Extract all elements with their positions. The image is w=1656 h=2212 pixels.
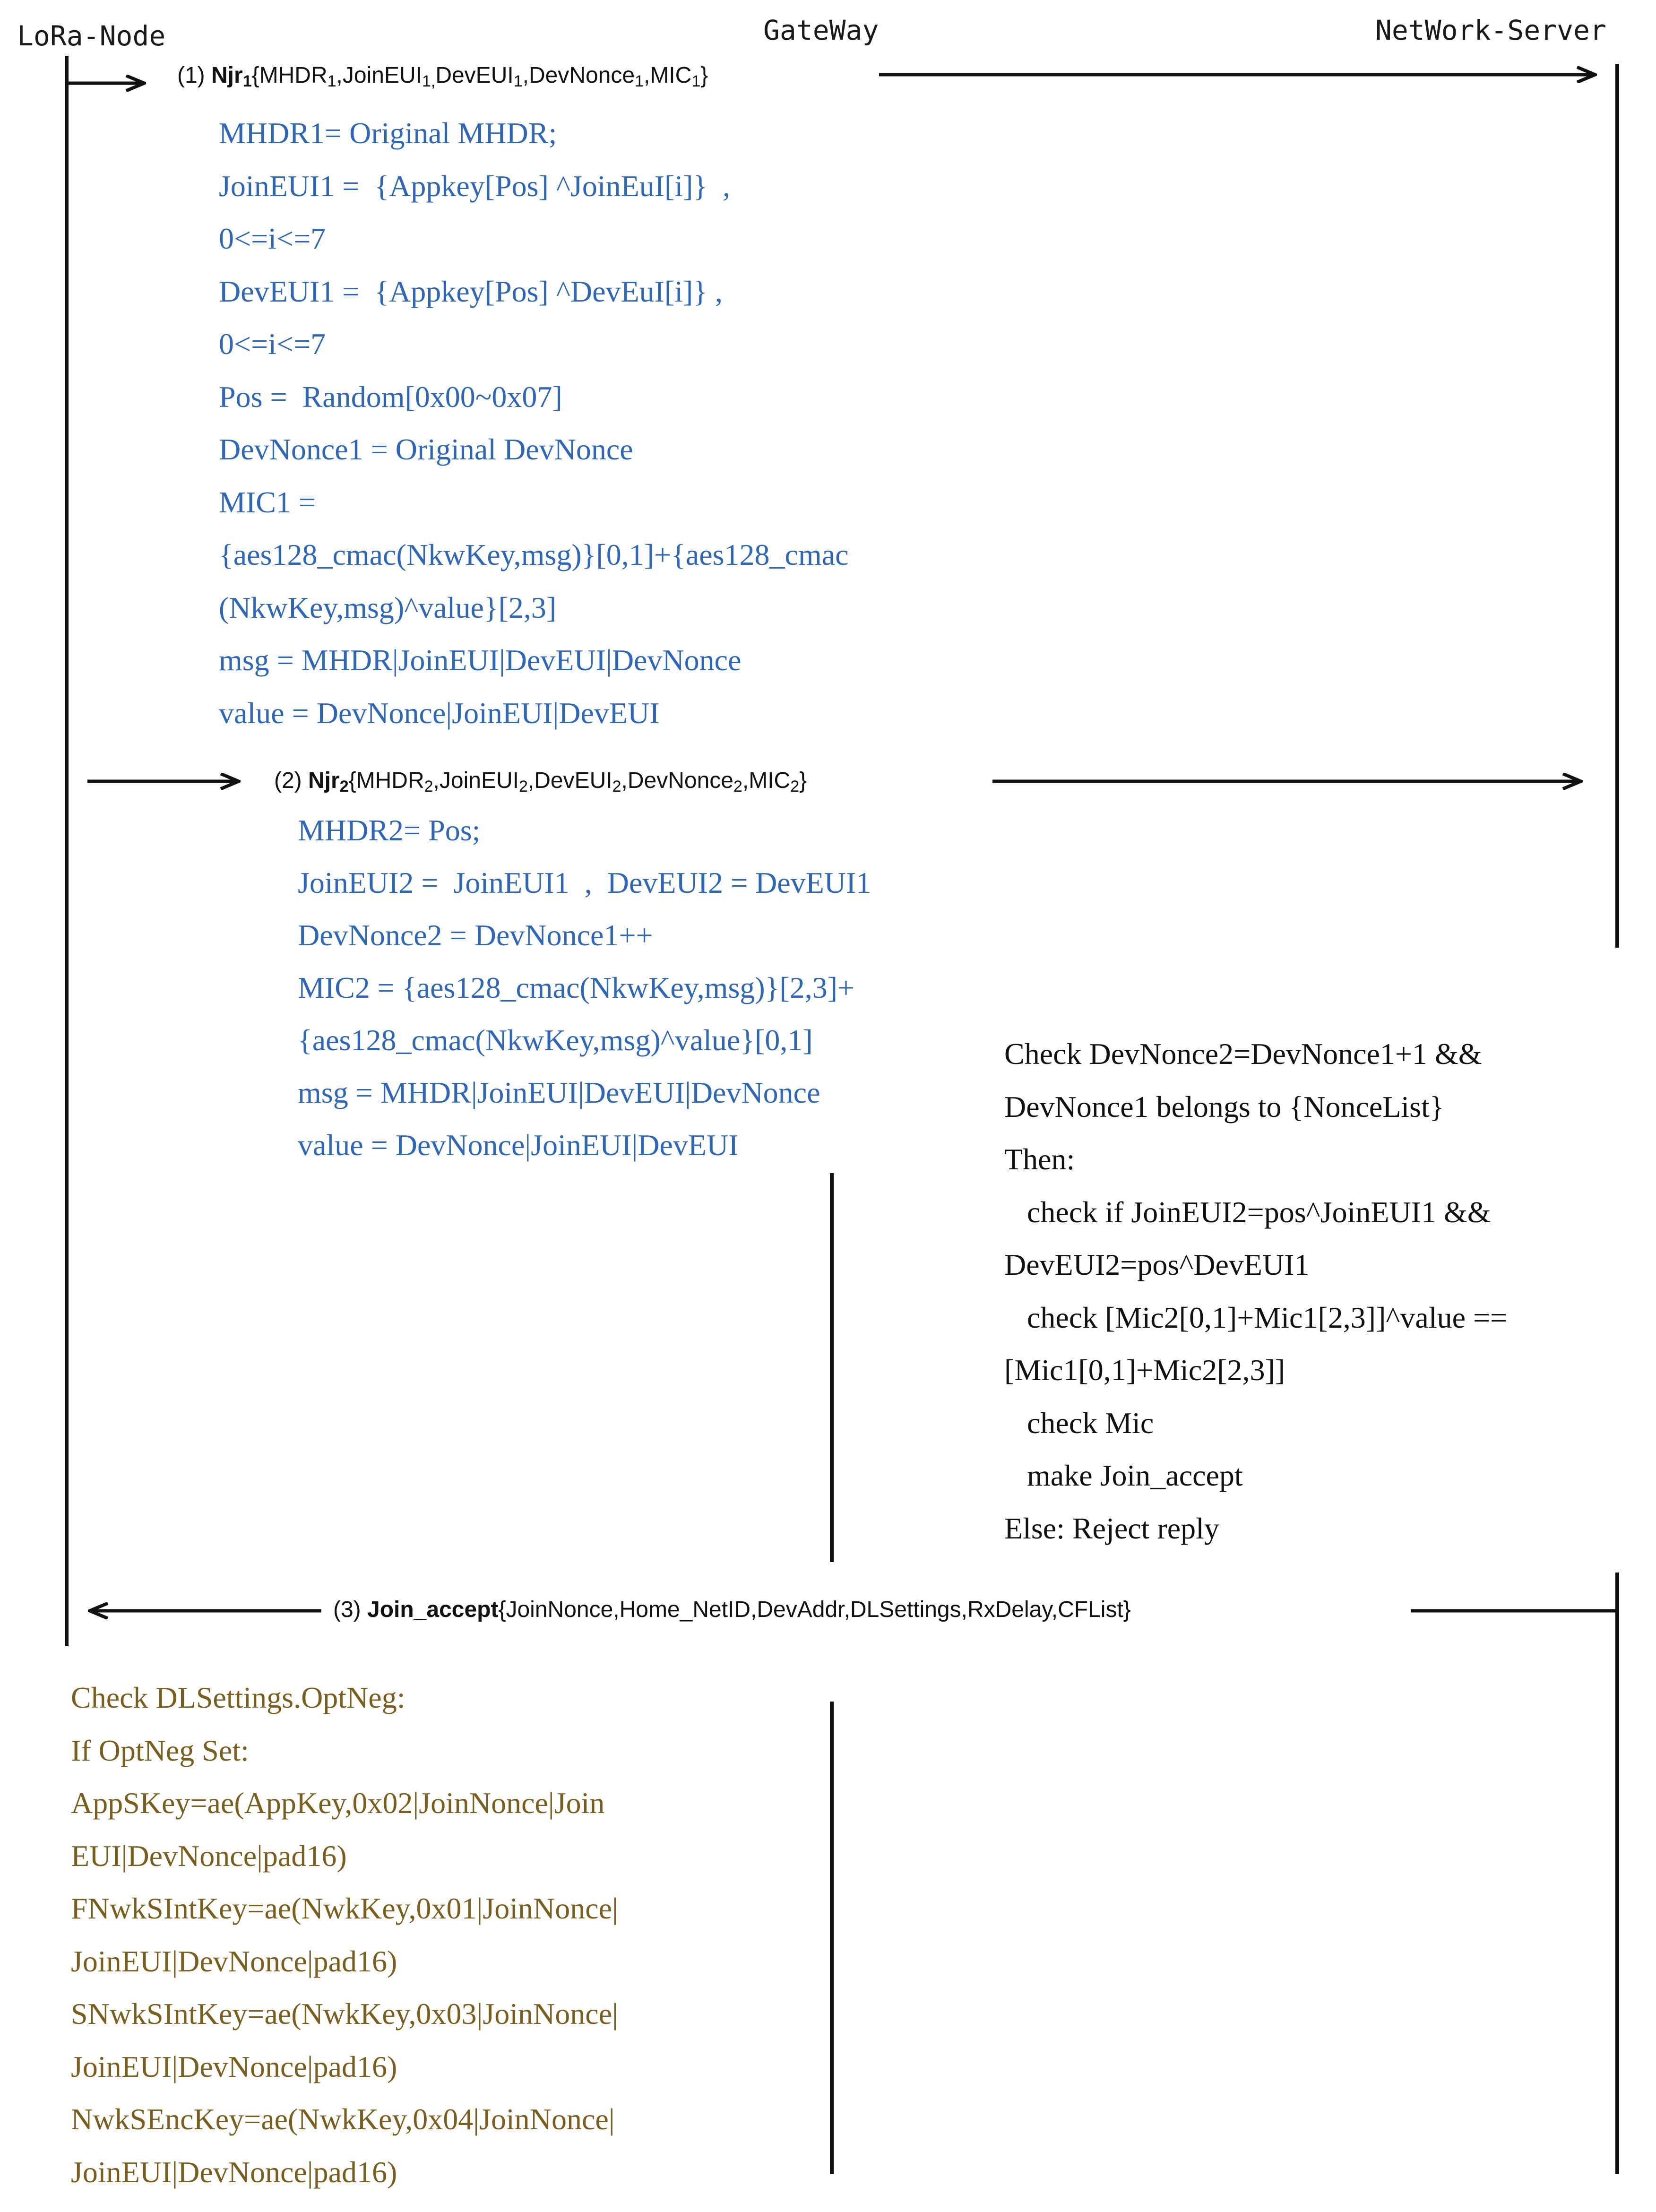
block3-line: JoinEUI|DevNonce|pad16) [71,2049,397,2083]
server-block-line: Else: Reject reply [1004,1511,1219,1545]
gateway-header: GateWay [763,14,879,46]
server-block-line: check [Mic2[0,1]+Mic1[2,3]]^value == [1004,1300,1508,1334]
block1-line: DevNonce1 = Original DevNonce [219,432,633,466]
block3-line: EUI|DevNonce|pad16) [71,1839,347,1873]
block2-line: MHDR2= Pos; [298,813,481,847]
block3-line: If OptNeg Set: [71,1733,249,1767]
block1-line: 0<=i<=7 [219,327,326,361]
block3-line: NwkSEncKey=ae(NwkKey,0x04|JoinNonce| [71,2102,615,2136]
block1-line: MHDR1= Original MHDR; [219,116,557,150]
server-block-line: Check DevNonce2=DevNonce1+1 && [1004,1037,1482,1071]
block2-line: JoinEUI2 = JoinEUI1 , DevEUI2 = DevEUI1 [298,866,871,899]
msg2-label: (2) $Njr_2\{MHDR_2,JoinEUI_2,DevEUI_2,DevNonce_2,MIC_2\}$ [274,768,807,795]
block2-line: {aes128_cmac(NkwKey,msg)^value}[0,1] [298,1023,813,1057]
block2-line: msg = MHDR|JoinEUI|DevEUI|DevNonce [298,1076,820,1109]
server-block-line: DevEUI2=pos^DevEUI1 [1004,1248,1310,1281]
lora-node-header: LoRa-Node [17,20,166,52]
block1-line: msg = MHDR|JoinEUI|DevEUI|DevNonce [219,643,742,677]
server-block-line: check if JoinEUI2=pos^JoinEUI1 && [1004,1195,1491,1229]
block3-line: JoinEUI|DevNonce|pad16) [71,1944,397,1978]
msg1-label: (1) $Njr_1\{MHDR_1,JoinEUI_{1,}DevEUI_1,DevNonce_1,MIC_1\}$ [177,63,708,90]
block3-line: FNwkSIntKey=ae(NwkKey,0x01|JoinNonce| [71,1892,618,1925]
network-server-header: NetWork-Server [1375,14,1606,46]
block1-line: JoinEUI1 = {Appkey[Pos] ^JoinEuI[i]} , [219,169,731,203]
block1-line: MIC1 = [219,485,316,519]
msg3-label: (3) Join_accept{JoinNonce,Home_NetID,DevAddr,DLSettings,RxDelay,CFList} [333,1597,1131,1622]
block3-line: JoinEUI|DevNonce|pad16) [71,2155,397,2189]
block1-line: DevEUI1 = {Appkey[Pos] ^DevEuI[i]} , [219,274,723,308]
server-block-line: check Mic [1004,1406,1154,1440]
block1-line: value = DevNonce|JoinEUI|DevEUI [219,696,660,730]
server-block-line: Then: [1004,1142,1075,1176]
block3-line: Check DLSettings.OptNeg: [71,1681,405,1714]
server-block-line: [Mic1[0,1]+Mic2[2,3]] [1004,1353,1285,1387]
block3-line: AppSKey=ae(AppKey,0x02|JoinNonce|Join [71,1786,605,1820]
server-block-line: make Join_accept [1004,1459,1243,1492]
block3-line: SNwkSIntKey=ae(NwkKey,0x03|JoinNonce| [71,1997,618,2031]
block2-line: value = DevNonce|JoinEUI|DevEUI [298,1128,739,1162]
server-block-line: DevNonce1 belongs to {NonceList} [1004,1089,1444,1123]
block2-line: MIC2 = {aes128_cmac(NkwKey,msg)}[2,3]+ [298,971,855,1004]
block1-line: (NkwKey,msg)^value}[2,3] [219,590,557,624]
block2-line: DevNonce2 = DevNonce1++ [298,918,653,952]
block1-line: Pos = Random[0x00~0x07] [219,380,562,414]
block1-line: {aes128_cmac(NkwKey,msg)}[0,1]+{aes128_cmac [219,538,849,571]
block1-line: 0<=i<=7 [219,222,326,255]
